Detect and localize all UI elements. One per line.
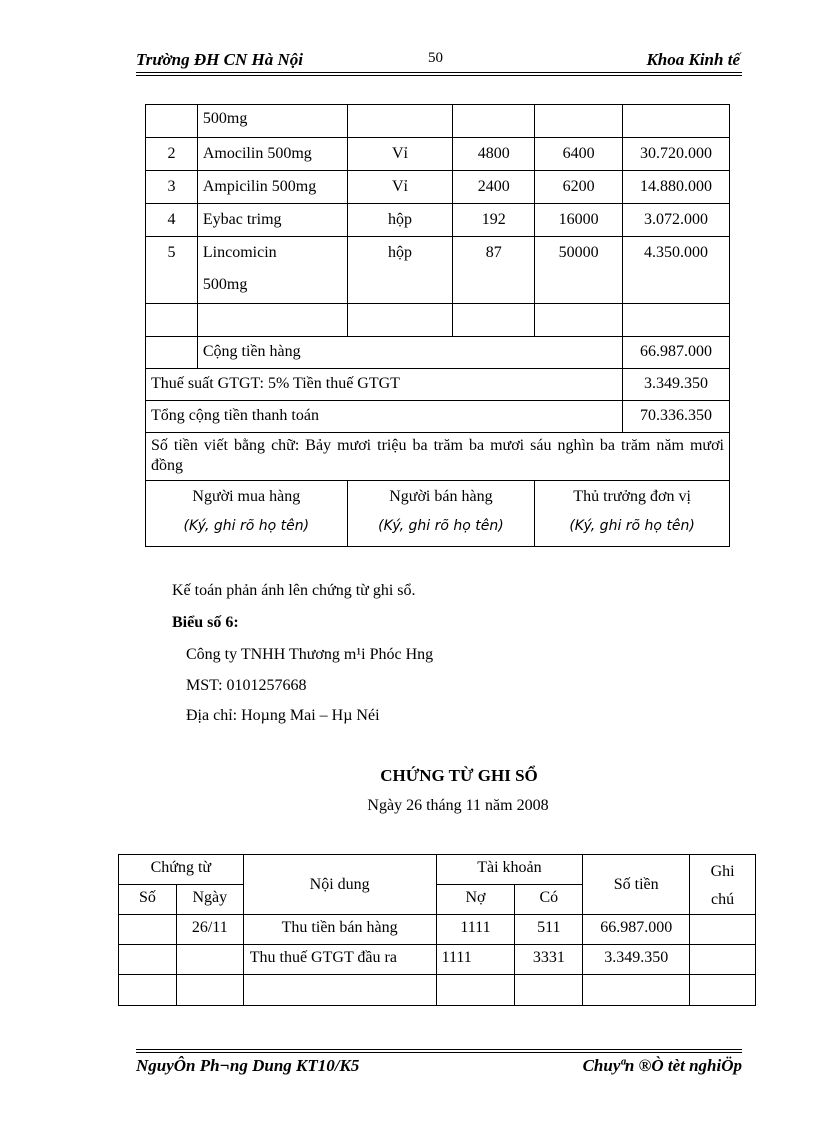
col-so-tien: Số tiền [583, 855, 690, 915]
item-qty: 4800 [453, 138, 535, 171]
item-name-line1: Lincomicin [202, 244, 277, 261]
signature-row [146, 481, 730, 547]
header-left: Trường ĐH CN Hà Nội [136, 50, 303, 69]
voucher-date: Ngày 26 tháng 11 năm 2008 [367, 797, 549, 814]
page-number: 50 [428, 50, 443, 66]
footer-rule [136, 1049, 742, 1050]
item-stt: 5 [146, 237, 198, 304]
item-price: 6400 [535, 138, 623, 171]
in-words-row [146, 433, 730, 481]
item-qty: 87 [453, 237, 535, 304]
signature-note: (Ký, ghi rõ họ tên) [378, 518, 504, 534]
item-price: 16000 [535, 204, 623, 237]
item-price: 50000 [535, 237, 623, 304]
row-so-tien: 3.349.350 [583, 945, 690, 975]
item-unit: hộp [347, 237, 453, 304]
signature-head [535, 481, 730, 547]
signature-buyer [146, 481, 348, 547]
address: Địa chỉ: Hoµng Mai – Hµ Néi [186, 707, 380, 724]
signature-title: Người bán hàng [389, 488, 493, 505]
col-chung-tu: Chứng từ [119, 855, 244, 885]
footer-left: NguyÔn Ph¬ng Dung KT10/K5 [136, 1056, 360, 1075]
item-amount: 3.072.000 [623, 204, 730, 237]
total-value: 70.336.350 [623, 401, 730, 433]
footer-right: Chuyªn ®Ò tèt nghiÖp [582, 1056, 742, 1075]
vat-value: 3.349.350 [623, 369, 730, 401]
vat-row [146, 369, 730, 401]
row-noi-dung: Thu tiền bán hàng [243, 915, 436, 945]
in-words: Số tiền viết bằng chữ: Bảy mươi triệu ba trăm ba mươi sáu nghìn ba trăm năm mươi đồng [146, 433, 730, 481]
subtotal-value: 66.987.000 [623, 337, 730, 369]
item-price: 6200 [535, 171, 623, 204]
col-noi-dung: Nội dung [243, 855, 436, 915]
total-label: Tổng cộng tiền thanh toán [146, 401, 623, 433]
table-row [146, 105, 730, 138]
table-row [146, 138, 730, 171]
row-so-tien: 66.987.000 [583, 915, 690, 945]
signature-seller [347, 481, 535, 547]
item-amount: 14.880.000 [623, 171, 730, 204]
row-so [119, 945, 177, 975]
item-unit: Vỉ [347, 138, 453, 171]
col-no: Nợ [436, 885, 515, 915]
row-co: 511 [515, 915, 583, 945]
item-name [197, 237, 347, 304]
col-ghi-chu [690, 855, 756, 915]
item-unit: hộp [347, 204, 453, 237]
total-row [146, 401, 730, 433]
signature-title: Người mua hàng [192, 488, 301, 505]
company-name: Công ty TNHH Thương m¹i Phóc Hng [186, 646, 434, 663]
row-no: 1111 [436, 945, 515, 975]
item-amount: 30.720.000 [623, 138, 730, 171]
row-noi-dung: Thu thuế GTGT đầu ra [243, 945, 436, 975]
item-name: 500mg [197, 105, 347, 138]
table-row [146, 171, 730, 204]
tax-code: MST: 0101257668 [186, 677, 307, 694]
col-ngay: Ngày [176, 885, 243, 915]
row-ghi-chu [690, 915, 756, 945]
header-rule-2 [136, 75, 742, 76]
item-qty: 2400 [453, 171, 535, 204]
item-stt: 2 [146, 138, 198, 171]
row-so [119, 915, 177, 945]
voucher-title: CHỨNG TỪ GHI SỔ [380, 766, 538, 785]
item-name: Amocilin 500mg [197, 138, 347, 171]
item-name: Eybac trimg [197, 204, 347, 237]
table-row [146, 204, 730, 237]
row-no: 1111 [436, 915, 515, 945]
intro-text: Kế toán phản ánh lên chứng từ ghi sổ. [172, 582, 416, 599]
col-tai-khoan: Tài khoản [436, 855, 583, 885]
item-qty: 192 [453, 204, 535, 237]
subtotal-row [146, 337, 730, 369]
form-label: Biểu số 6: [172, 614, 239, 631]
item-name-line2: 500mg [202, 276, 248, 293]
table-row [119, 915, 756, 945]
header-right: Khoa Kinh tế [646, 50, 740, 69]
signature-title: Thủ trưởng đơn vị [573, 488, 691, 505]
row-ngay [176, 945, 243, 975]
subtotal-label: Cộng tiền hàng [197, 337, 622, 369]
item-unit: Vỉ [347, 171, 453, 204]
row-co: 3331 [515, 945, 583, 975]
signature-note: (Ký, ghi rõ họ tên) [183, 518, 310, 534]
row-ngay: 26/11 [176, 915, 243, 945]
item-amount: 4.350.000 [623, 237, 730, 304]
item-name: Ampicilin 500mg [197, 171, 347, 204]
item-stt: 3 [146, 171, 198, 204]
col-so: Số [119, 885, 177, 915]
vat-label: Thuế suất GTGT: 5% Tiền thuế GTGT [146, 369, 623, 401]
table-row [119, 945, 756, 975]
table-row-empty [119, 975, 756, 1006]
footer-rule-2 [136, 1052, 742, 1053]
item-stt: 4 [146, 204, 198, 237]
table-row [146, 237, 730, 304]
voucher-table [118, 854, 756, 1006]
row-ghi-chu [690, 945, 756, 975]
signature-note: (Ký, ghi rõ họ tên) [569, 518, 695, 534]
col-co: Có [515, 885, 583, 915]
header-rule [136, 72, 742, 73]
table-row-empty [146, 304, 730, 337]
invoice-table [145, 104, 730, 547]
col-ghi-chu-1: Ghi [710, 863, 735, 880]
col-ghi-chu-2: chú [711, 891, 735, 908]
